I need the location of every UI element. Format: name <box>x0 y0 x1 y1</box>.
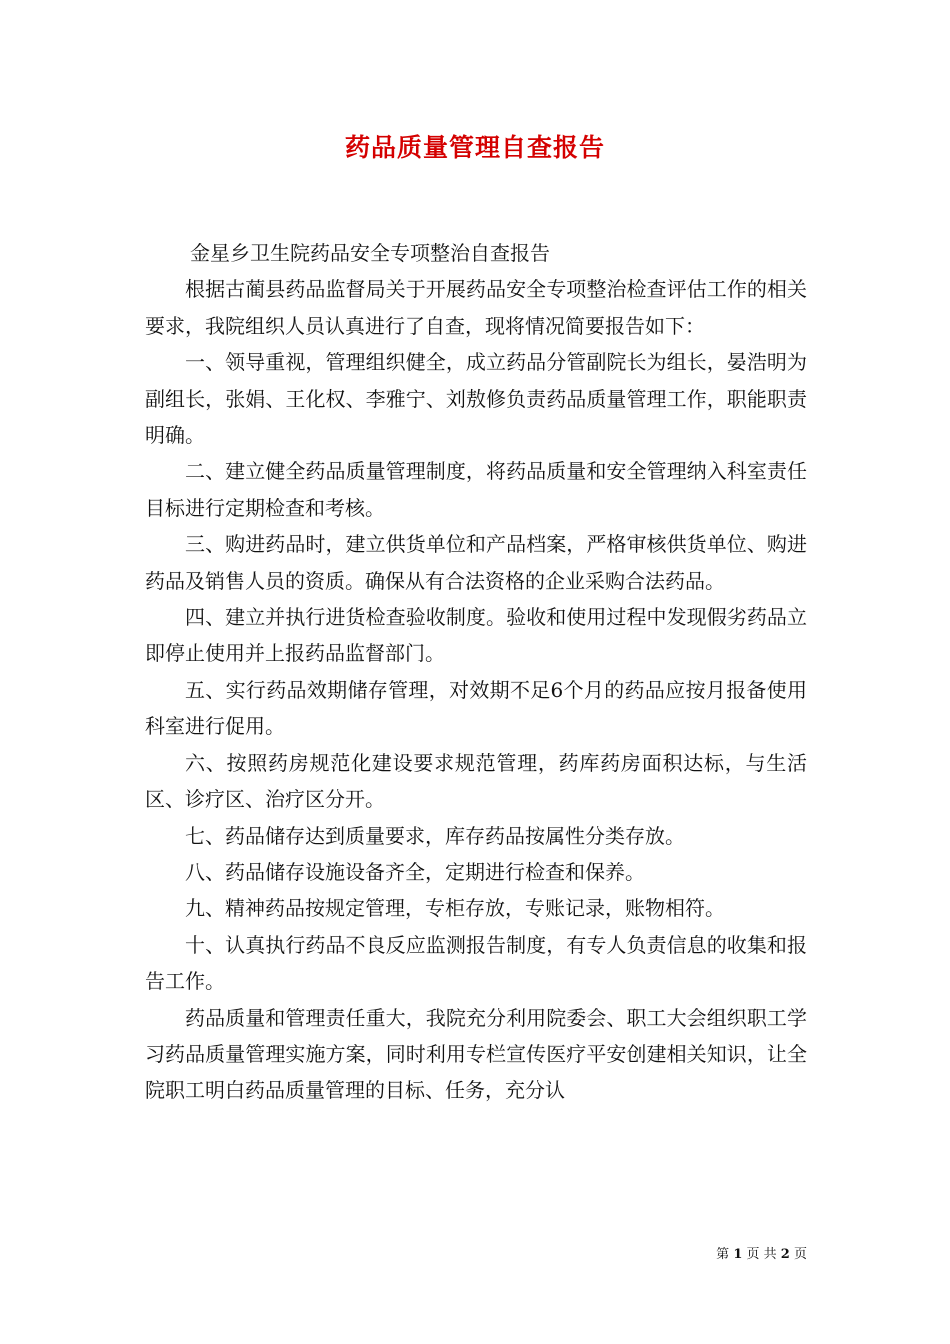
total-pages-number: 2 <box>780 1247 790 1262</box>
item-paragraph-7: 七、药品储存达到质量要求，库存药品按属性分类存放。 <box>185 823 685 848</box>
item-paragraph-2: 二、建立健全药品质量管理制度，将药品质量和安全管理纳入科室责任目标进行定期检查和考核。 <box>145 459 807 520</box>
item-paragraph-5: 五、实行药品效期储存管理，对效期不足6个月的药品应按月报备使用科室进行促用。 <box>145 677 807 739</box>
current-page-number: 1 <box>733 1247 743 1262</box>
footer-middle: 页 共 <box>746 1247 777 1262</box>
item-paragraph-1: 一、领导重视，管理组织健全，成立药品分管副院长为组长，晏浩明为副组长，张娟、王化权、李雅宁、刘敖修负责药品质量管理工作，职能职责明确。 <box>145 350 807 448</box>
document-title: 药品质量管理自查报告 <box>344 133 605 162</box>
closing-paragraph: 药品质量和管理责任重大，我院充分利用院委会、职工大会组织职工学习药品质量管理实施方案，同时利用专栏宣传医疗平安创建相关知识，让全院职工明白药品质量管理的目标、任务，充分认 <box>145 1005 807 1103</box>
footer-prefix: 第 <box>716 1247 730 1262</box>
item-paragraph-8: 八、药品储存设施设备齐全，定期进行检查和保养。 <box>185 859 645 884</box>
page-footer <box>716 1245 807 1265</box>
footer-suffix: 页 <box>793 1247 807 1262</box>
item-paragraph-4: 四、建立并执行进货检查验收制度。验收和使用过程中发现假劣药品立即停止使用并上报药品监督部门。 <box>145 605 807 666</box>
item-paragraph-6: 六、按照药房规范化建设要求规范管理，药库药房面积达标，与生活区、诊疗区、治疗区分开。 <box>145 750 807 812</box>
intro-paragraph: 根据古蔺县药品监督局关于开展药品安全专项整治检查评估工作的相关要求，我院组织人员认真进行了自查，现将情况简要报告如下： <box>145 277 807 338</box>
item-paragraph-9: 九、精神药品按规定管理，专柜存放，专账记录，账物相符。 <box>185 896 725 921</box>
document-subtitle: 金星乡卫生院药品安全专项整治自查报告 <box>190 241 550 265</box>
item-paragraph-10: 十、认真执行药品不良反应监测报告制度，有专人负责信息的收集和报告工作。 <box>145 932 807 994</box>
item-paragraph-3: 三、购进药品时，建立供货单位和产品档案，严格审核供货单位、购进药品及销售人员的资质。确保从有合法资格的企业采购合法药品。 <box>145 532 807 593</box>
document-body <box>145 235 807 1109</box>
